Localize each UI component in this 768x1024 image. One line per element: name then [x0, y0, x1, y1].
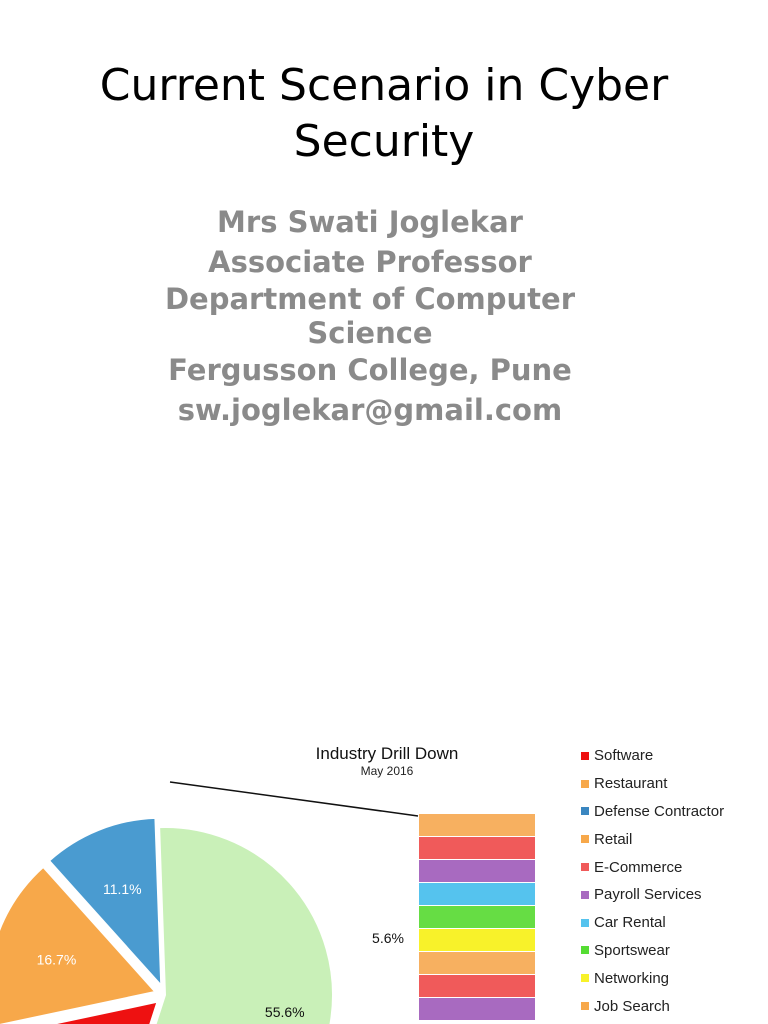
title-line-2: Security: [293, 116, 475, 167]
legend-label: Sportswear: [594, 941, 670, 959]
legend-swatch: [581, 807, 589, 815]
institution: Fergusson College, Pune: [168, 353, 572, 387]
drilldown-value-label: 5.6%: [372, 930, 404, 946]
legend-swatch: [581, 974, 589, 982]
chart-subtitle: May 2016: [360, 764, 414, 778]
drilldown-segment-restaurant: [419, 814, 535, 836]
pie-slice-label: 16.7%: [36, 951, 77, 968]
author-role: Associate Professor: [208, 245, 532, 279]
pie-slice-label: 11.1%: [102, 881, 142, 898]
legend-swatch: [581, 780, 589, 788]
chart-title: Industry Drill Down: [315, 744, 459, 763]
drilldown-segment-e-commerce: [419, 975, 535, 997]
legend-label: Software: [594, 747, 654, 765]
slide-title: [0, 58, 768, 170]
legend-item: [581, 964, 768, 992]
legend-item: [581, 992, 768, 1020]
legend-label: Defense Contractor: [594, 802, 725, 820]
drilldown-connector: [170, 782, 418, 816]
legend-label: Networking: [594, 969, 670, 987]
presenter-info: [0, 202, 740, 430]
legend-swatch: [581, 863, 589, 871]
department-line-2: Science: [307, 316, 433, 350]
drilldown-segment-job-search: [419, 952, 535, 974]
legend-swatch: [581, 835, 589, 843]
legend-item: [581, 798, 768, 826]
drilldown-segment-networking: [419, 929, 535, 951]
legend-label: Payroll Services: [594, 886, 702, 904]
department-line-1: Department of Computer: [164, 282, 576, 316]
legend-swatch: [581, 946, 589, 954]
drilldown-segment-payroll-services: [419, 998, 535, 1020]
legend-item: [581, 937, 768, 965]
author-name: Mrs Swati Joglekar: [217, 205, 523, 239]
legend-label: E-Commerce: [594, 858, 683, 876]
legend-item: [581, 853, 768, 881]
legend-label: Job Search: [594, 997, 670, 1015]
legend-label: Retail: [594, 830, 633, 848]
legend-swatch: [581, 919, 589, 927]
drilldown-segment-e-commerce: [419, 837, 535, 859]
email-address: sw.joglekar@gmail.com: [177, 393, 563, 427]
drilldown-segment-car-rental: [419, 883, 535, 905]
legend-item: [581, 770, 768, 798]
pie-slice-label: 55.6%: [264, 1003, 305, 1020]
legend-item: [581, 881, 768, 909]
legend-swatch: [581, 752, 589, 760]
drilldown-segment-payroll-services: [419, 860, 535, 882]
chart-legend: [581, 742, 768, 1020]
legend-item: [581, 909, 768, 937]
legend-label: Restaurant: [594, 775, 668, 793]
pie-chart: [0, 818, 333, 1024]
legend-swatch: [581, 1002, 589, 1010]
legend-label: Car Rental: [594, 914, 666, 932]
legend-item: [581, 742, 768, 770]
title-line-1: Current Scenario in Cyber: [99, 60, 669, 111]
legend-swatch: [581, 891, 589, 899]
legend-item: [581, 825, 768, 853]
drilldown-segment-sportswear: [419, 906, 535, 928]
